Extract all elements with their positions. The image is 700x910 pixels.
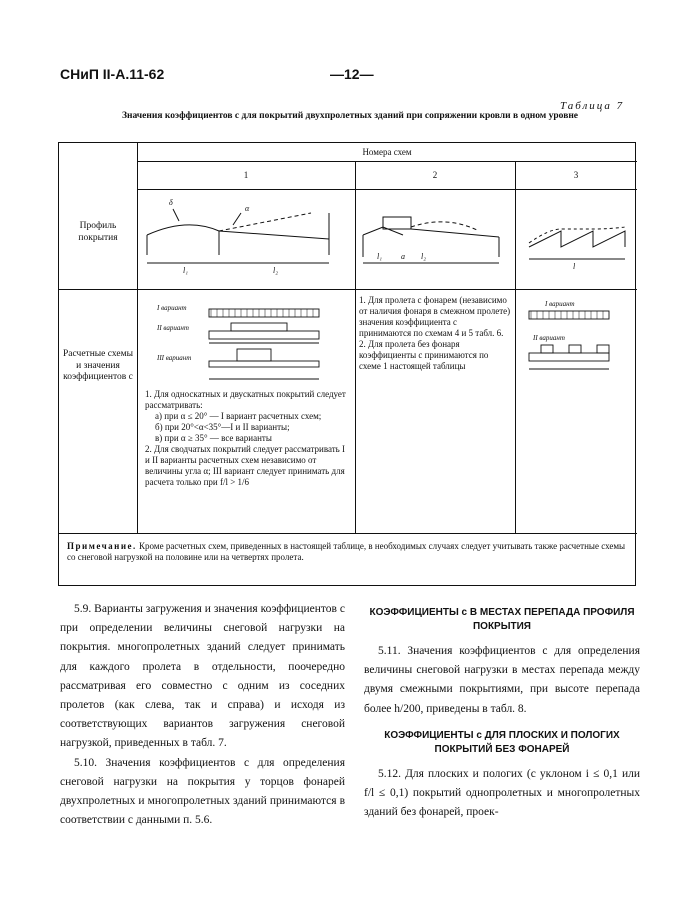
s3-variant-1-label: I вариант bbox=[545, 300, 575, 308]
s1-note-1a: а) при α ≤ 20° — I вариант расчетных схем; bbox=[155, 411, 322, 421]
left-column bbox=[60, 600, 345, 830]
profile-drawings bbox=[59, 143, 637, 587]
paragraph-5-10: 5.10. Значения коэффициентов с для определения снеговой нагрузки на покрытия у торцов фонарей двухпролетных и многопролетных зданий принимаются в соответствии с данными п. 5.6. bbox=[60, 756, 345, 827]
coefficients-table bbox=[58, 142, 636, 586]
paragraph-5-9: 5.9. Варианты загружения и значения коэффициентов с при определении величины снеговой нагрузки на покрытия. многопролетных зданий следует принимать для каждого пролета в отдельности, поочередно рассматривая его совместно с одним из соседних пролетов (как слева, так и справа) и исходя из соответствующих вариантов загружения снеговой нагрузкой, приведенных в табл. 7. bbox=[60, 603, 345, 750]
s1-variant-3-label: III вариант bbox=[157, 354, 192, 362]
svg-text:a: a bbox=[401, 252, 405, 261]
scheme-2-number: 2 bbox=[432, 170, 438, 180]
schemes-header: Номера схем bbox=[362, 147, 412, 157]
row-label-profile: Профиль покрытия bbox=[78, 221, 118, 243]
s1-variant-1-label: I вариант bbox=[157, 304, 187, 312]
scheme-3-number: 3 bbox=[573, 170, 579, 180]
svg-text:α: α bbox=[245, 204, 250, 213]
s1-note-2: 2. Для сводчатых покрытий следует рассматривать I и II варианты расчетных схем независимо от величины угла α; III вариант следует принимать для расчета только при f/l > 1/6 bbox=[145, 444, 346, 487]
table-number: Таблица 7 bbox=[560, 100, 625, 112]
scheme-1-number: 1 bbox=[243, 170, 249, 180]
svg-text:l₂: l₂ bbox=[421, 252, 427, 261]
note-text: Кроме расчетных схем, приведенных в настоящей таблице, в необходимых случаях следует учитывать также расчетные схемы со снеговой нагрузкой на половине или на четвертях пролета. bbox=[67, 541, 626, 562]
page-number: —12— bbox=[330, 66, 374, 82]
paragraph-5-12: 5.12. Для плоских и пологих (с уклоном i ≤ 0,1 или f/l ≤ 0,1) покрытий однопролетных и многопролетных зданий без фонарей, проек- bbox=[364, 767, 640, 819]
row-label-calculation: Расчетные схемы и значения коэффициентов с bbox=[63, 349, 133, 382]
svg-text:l: l bbox=[573, 262, 576, 271]
s1-variant-2-label: II вариант bbox=[157, 324, 189, 332]
s1-note-1b: б) при 20°<α<35°—I и II варианты; bbox=[155, 422, 290, 432]
heading-drop-coefficients: КОЭФФИЦИЕНТЫ с В МЕСТАХ ПЕРЕПАДА ПРОФИЛЯ ПОКРЫТИЯ bbox=[369, 607, 635, 632]
table-note bbox=[67, 541, 633, 563]
svg-text:l₁: l₁ bbox=[377, 252, 383, 261]
s1-note-1c: в) при α ≥ 35° — все варианты bbox=[155, 433, 272, 443]
svg-text:l₂: l₂ bbox=[273, 266, 279, 275]
s3-variant-2-label: II вариант bbox=[533, 334, 565, 342]
svg-text:l₁: l₁ bbox=[183, 266, 189, 275]
note-label: Примечание. bbox=[67, 541, 137, 551]
document-code: СНиП II-А.11-62 bbox=[60, 66, 165, 82]
scheme-1-notes bbox=[145, 389, 351, 488]
s2-note-1: 1. Для пролета с фонарем (независимо от наличия фонаря в смежном пролете) значения коэффициента с принимаются по схемам 4 и 5 табл. 6. bbox=[359, 295, 511, 338]
svg-text:δ: δ bbox=[169, 198, 173, 207]
scheme-2-notes bbox=[359, 295, 511, 372]
paragraph-5-11: 5.11. Значения коэффициентов с для определения величины снеговой нагрузки в местах перепада между двумя смежными покрытиями, при высоте перепада более h/200, приведены в табл. 8. bbox=[364, 645, 640, 715]
s2-note-2: 2. Для пролета без фонаря коэффициенты с принимаются по схеме 1 настоящей таблицы bbox=[359, 339, 489, 371]
right-column bbox=[364, 600, 640, 822]
s1-note-1: 1. Для односкатных и двускатных покрытий следует рассматривать: bbox=[145, 389, 346, 410]
table-title: Значения коэффициентов с для покрытий двухпролетных зданий при сопряжении кровли в одном уровне bbox=[121, 111, 579, 121]
heading-flat-roofs: КОЭФФИЦИЕНТЫ с ДЛЯ ПЛОСКИХ И ПОЛОГИХ ПОКРЫТИЙ БЕЗ ФОНАРЕЙ bbox=[384, 729, 620, 755]
